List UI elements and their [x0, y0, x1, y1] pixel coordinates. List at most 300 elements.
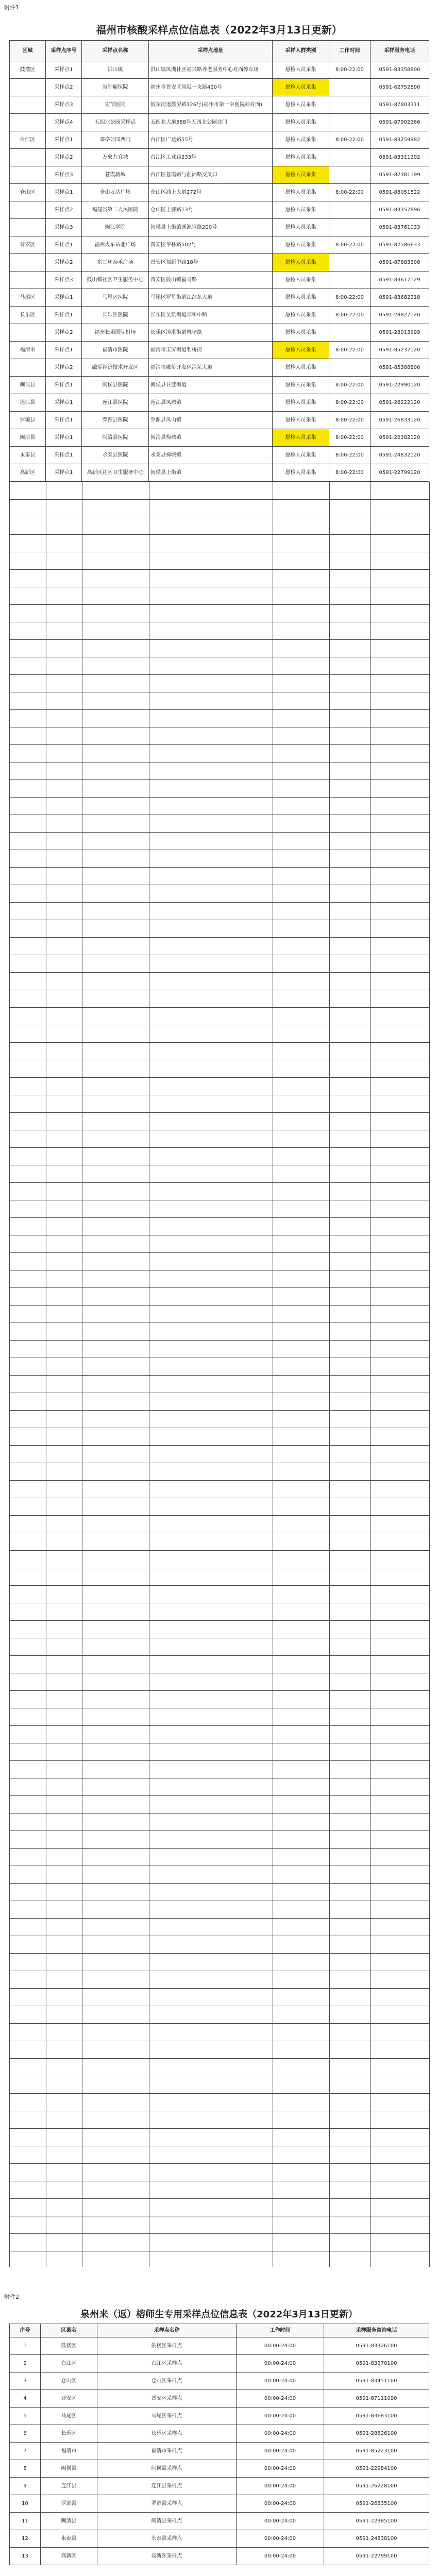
grid-row-line: [10, 1252, 429, 1253]
cell-site-address: 福清市玉屏街道利桥街: [149, 342, 273, 359]
cell-site-name: 五四北公园采样点: [82, 114, 149, 131]
grid-row-line: [10, 1340, 429, 1341]
cell-index: 9: [10, 2478, 41, 2495]
cell-site-address: 晋安区福新中路18号: [149, 254, 273, 272]
cell-district: 闽清县: [41, 2513, 97, 2530]
cell-site-address: 鼓东街道鼓屏路126号(福州市第一中医院斜对面): [149, 96, 273, 114]
grid-row-line: [10, 1848, 429, 1849]
grid-row-line: [10, 674, 429, 675]
cell-site-number: 采样点3: [46, 96, 82, 114]
cell-hours: 8:00-22:00: [329, 394, 370, 412]
cell-site-address: 闽侯县甘蔗街道: [149, 377, 273, 394]
grid-row-line: [10, 2093, 429, 2094]
cell-index: 4: [10, 2390, 41, 2408]
cell-site-name: 闽清县医院: [82, 429, 149, 447]
cell-group: 愿检人员采集: [273, 201, 329, 219]
grid-row-line: [10, 2233, 429, 2234]
cell-district: [10, 254, 46, 272]
cell-hours: [329, 149, 370, 166]
cell-group: 愿检人员采集: [273, 447, 329, 464]
cell-group: 愿检人员采集: [273, 219, 329, 236]
cell-site-name: 长乐区医院: [82, 307, 149, 324]
header-site-address: 采样点地址: [149, 41, 273, 61]
table-row: [10, 149, 429, 166]
cell-site-number: 采样点1: [46, 342, 82, 359]
cell-site-name: 马尾区医院: [82, 289, 149, 307]
cell-hours: 8:00-22:00: [329, 377, 370, 394]
cell-district: [10, 359, 46, 377]
cell-district: 晋安区: [41, 2390, 97, 2408]
grid-column-line: [329, 482, 330, 2267]
cell-district: 永泰县: [41, 2530, 97, 2548]
cell-district: 马尾区: [10, 289, 46, 307]
cell-phone: 0591-22990120: [370, 377, 429, 394]
cell-site-number: 采样点4: [46, 114, 82, 131]
cell-site-address: 闽侯县上街镇溪源宫路200号: [149, 219, 273, 236]
cell-phone: 0591-85237120: [370, 342, 429, 359]
grid-row-line: [10, 1217, 429, 1218]
table-row: [10, 236, 429, 254]
cell-site-name: 马尾区采样点: [97, 2408, 237, 2425]
table-title-1: 福州市核酸采样点位信息表（2022年3月13日更新）: [96, 24, 342, 36]
attachment-label-2: 附件2: [4, 2294, 19, 2300]
cell-hours: [329, 96, 370, 114]
cell-phone: 0591-26228100: [324, 2478, 429, 2495]
cell-site-name: 鼓楼区采样点: [97, 2337, 237, 2355]
table2-header-row: [10, 2324, 429, 2337]
grid-row-line: [10, 867, 429, 868]
cell-hours: 8:00-22:00: [329, 464, 370, 482]
cell-hours: 8:00-22:00: [329, 289, 370, 307]
cell-hours: 8:00-22:00: [329, 447, 370, 464]
header2-phone: 采样服务咨询电话: [324, 2324, 429, 2337]
cell-district: 罗源县: [41, 2495, 97, 2513]
grid-row-line: [10, 1112, 429, 1113]
grid-row-line: [10, 2198, 429, 2199]
cell-phone: 0591-22984100: [324, 2460, 429, 2478]
cell-site-address: 台江区广达路55号: [149, 131, 273, 149]
cell-group: 愿检人员采集: [273, 324, 329, 342]
cell-district: [10, 272, 46, 289]
sampling-sites-table: [9, 40, 429, 482]
grid-column-line: [370, 482, 371, 2267]
cell-site-number: 采样点2: [46, 254, 82, 272]
cell-hours: 00:00-24:00: [237, 2460, 324, 2478]
grid-row-line: [10, 569, 429, 570]
cell-group: 愿检人员采集: [273, 79, 329, 96]
cell-phone: 0591-83311202: [370, 149, 429, 166]
cell-hours: 00:00-24:00: [237, 2425, 324, 2443]
grid-row-line: [10, 1883, 429, 1884]
grid-row-line: [10, 1655, 429, 1656]
cell-site-name: 连江县采样点: [97, 2478, 237, 2495]
cell-group: 愿检人员采集: [273, 359, 329, 377]
cell-district: 高新区: [10, 464, 46, 482]
cell-group: 愿检人员采集: [273, 96, 329, 114]
table-row: [10, 377, 429, 394]
cell-district: 仓山区: [10, 184, 46, 201]
cell-site-name: 福建省第二人民医院: [82, 201, 149, 219]
cell-hours: 8:00-22:00: [329, 61, 370, 79]
table-continuation: [9, 482, 430, 2267]
cell-hours: [329, 219, 370, 236]
cell-district: 永泰县: [10, 447, 46, 464]
grid-row-line: [10, 1042, 429, 1043]
grid-row-line: [10, 1375, 429, 1376]
cell-district: 闽清县: [10, 429, 46, 447]
cell-phone: 0591-83358800: [370, 61, 429, 79]
cell-site-name: 宏节医院: [82, 96, 149, 114]
cell-index: 12: [10, 2530, 41, 2548]
cell-hours: [329, 79, 370, 96]
cell-site-number: 采样点2: [46, 324, 82, 342]
grid-row-line: [10, 1007, 429, 1008]
grid-row-line: [10, 797, 429, 798]
grid-row-line: [10, 1287, 429, 1288]
cell-phone: 0591-28826100: [324, 2425, 429, 2443]
cell-index: 5: [10, 2408, 41, 2425]
cell-group: 愿检人员采集: [273, 429, 329, 447]
grid-row-line: [10, 639, 429, 640]
cell-group: 愿检人员采集: [273, 289, 329, 307]
cell-site-name: 省肿瘤医院: [82, 79, 149, 96]
cell-site-name: 高新区社区卫生服务中心: [82, 464, 149, 482]
cell-phone: 0591-22382120: [370, 429, 429, 447]
table-row: [10, 96, 429, 114]
cell-hours: [329, 359, 370, 377]
cell-hours: 00:00-24:00: [237, 2530, 324, 2548]
cell-phone: 0591-87902366: [370, 114, 429, 131]
cell-site-number: 采样点1: [46, 236, 82, 254]
grid-row-line: [10, 1182, 429, 1183]
cell-phone: 0591-83451100: [324, 2372, 429, 2390]
cell-hours: [329, 324, 370, 342]
cell-district: [10, 166, 46, 184]
cell-district: 长乐区: [10, 307, 46, 324]
cell-hours: 00:00-24:00: [237, 2408, 324, 2425]
cell-phone: 0591-85388800: [370, 359, 429, 377]
header-site-name: 采样点名称: [82, 41, 149, 61]
cell-district: 闽侯县: [10, 377, 46, 394]
grid-row-line: [10, 534, 429, 535]
table-row: [10, 324, 429, 342]
table-row: [10, 2548, 429, 2565]
cell-group: 愿检人员采集: [273, 342, 329, 359]
cell-phone: 0591-87586633: [370, 236, 429, 254]
cell-district: 罗源县: [10, 412, 46, 429]
cell-group: 愿检人员采集: [273, 272, 329, 289]
grid-row-line: [10, 1147, 429, 1148]
cell-district: 长乐区: [41, 2425, 97, 2443]
grid-row-line: [10, 1305, 429, 1306]
cell-hours: 8:00-22:00: [329, 307, 370, 324]
grid-row-line: [10, 1690, 429, 1691]
grid-row-line: [10, 937, 429, 938]
cell-site-name: 洪山镇: [82, 61, 149, 79]
cell-group: 愿检人员采集: [273, 149, 329, 166]
table-body-2: [10, 2337, 429, 2565]
cell-index: 13: [10, 2548, 41, 2565]
cell-group: 愿检人员采集: [273, 114, 329, 131]
cell-group: 愿检人员采集: [273, 254, 329, 272]
cell-district: 晋安区: [10, 236, 46, 254]
cell-site-address: 长乐区漳港街道机场路: [149, 324, 273, 342]
grid-row-line: [10, 1585, 429, 1586]
cell-site-name: 晋安区采样点: [97, 2390, 237, 2408]
cell-index: 6: [10, 2425, 41, 2443]
cell-phone: 0591-22385100: [324, 2513, 429, 2530]
cell-site-name: 闽侯县采样点: [97, 2460, 237, 2478]
cell-district: [10, 219, 46, 236]
cell-index: 7: [10, 2443, 41, 2460]
grid-row-line: [10, 972, 429, 973]
cell-site-address: 连江县凤城镇: [149, 394, 273, 412]
cell-site-name: 福清市医院: [82, 342, 149, 359]
student-sites-table: [9, 2324, 429, 2565]
grid-row-line: [10, 709, 429, 710]
header2-hours: 工作时间: [237, 2324, 324, 2337]
cell-group: 愿检人员采集: [273, 394, 329, 412]
cell-phone: 0591-22799100: [324, 2548, 429, 2565]
cell-index: 1: [10, 2337, 41, 2355]
table-row: [10, 184, 429, 201]
cell-index: 2: [10, 2355, 41, 2372]
cell-district: 鼓楼区: [41, 2337, 97, 2355]
table-row: [10, 2495, 429, 2513]
cell-phone: 0591-26222120: [370, 394, 429, 412]
cell-phone: 0591-83357896: [370, 201, 429, 219]
cell-hours: 8:00-22:00: [329, 131, 370, 149]
cell-phone: 0591-83326100: [324, 2337, 429, 2355]
cell-district: 高新区: [41, 2548, 97, 2565]
grid-row-line: [10, 1918, 429, 1919]
grid-row-line: [10, 779, 429, 780]
cell-hours: [329, 272, 370, 289]
cell-phone: 0591-28013999: [370, 324, 429, 342]
cell-hours: 8:00-22:00: [329, 412, 370, 429]
table-row: [10, 2390, 429, 2408]
grid-row-line: [10, 1795, 429, 1796]
cell-phone: 0591-87111090: [324, 2390, 429, 2408]
cell-site-number: 采样点3: [46, 166, 82, 184]
cell-site-number: 采样点1: [46, 377, 82, 394]
cell-site-number: 采样点1: [46, 394, 82, 412]
cell-district: [10, 79, 46, 96]
cell-site-name: 东二环泰禾广场: [82, 254, 149, 272]
cell-index: 8: [10, 2460, 41, 2478]
cell-hours: 8:00-22:00: [329, 429, 370, 447]
table-row: [10, 359, 429, 377]
cell-site-number: 采样点3: [46, 219, 82, 236]
cell-site-address: 五四北大道388号五四北公园北门: [149, 114, 273, 131]
grid-row-line: [10, 499, 429, 500]
cell-site-number: 采样点1: [46, 131, 82, 149]
cell-district: 福清市: [10, 342, 46, 359]
grid-row-line: [10, 1725, 429, 1726]
cell-hours: 00:00-24:00: [237, 2513, 324, 2530]
header2-district: 区县名: [41, 2324, 97, 2337]
grid-row-line: [10, 1550, 429, 1551]
cell-hours: 8:00-22:00: [329, 236, 370, 254]
table-header-row: [10, 41, 429, 61]
cell-group: 愿检人员采集: [273, 377, 329, 394]
table-row: [10, 289, 429, 307]
table-row: [10, 464, 429, 482]
cell-site-name: 闽侯县医院: [82, 377, 149, 394]
cell-site-address: 闽侯县上街镇: [149, 464, 273, 482]
grid-row-line: [10, 604, 429, 605]
cell-district: 连江县: [10, 394, 46, 412]
cell-site-name: 万象九宜城: [82, 149, 149, 166]
table-title-2: 泉州来（返）榕师生专用采样点位信息表（2022年3月13日更新）: [80, 2309, 358, 2320]
cell-phone: 0591-87883308: [370, 254, 429, 272]
cell-phone: 0591-83259982: [370, 131, 429, 149]
cell-group: 愿检人员采集: [273, 166, 329, 184]
cell-site-address: 洪山镇凤湖社区福兴路养老服务中心对面停车场: [149, 61, 273, 79]
cell-phone: 0591-24838100: [324, 2530, 429, 2548]
cell-hours: [329, 114, 370, 131]
cell-site-number: 采样点2: [46, 201, 82, 219]
attachment-label-1: 附件1: [4, 4, 19, 11]
header-district: 区域: [10, 41, 46, 61]
cell-hours: 00:00-24:00: [237, 2390, 324, 2408]
cell-district: [10, 201, 46, 219]
header-hours: 工作时间: [329, 41, 370, 61]
grid-row-line: [10, 832, 429, 833]
table-row: [10, 2372, 429, 2390]
cell-site-number: 采样点2: [46, 359, 82, 377]
cell-site-name: 台江区采样点: [97, 2355, 237, 2372]
table-row: [10, 2513, 429, 2530]
cell-phone: 0591-88051822: [370, 184, 429, 201]
cell-site-number: 采样点1: [46, 184, 82, 201]
cell-site-number: 采样点1: [46, 447, 82, 464]
cell-site-address: 马尾区罗星街道江滨东大道: [149, 289, 273, 307]
cell-hours: 8:00-22:00: [329, 342, 370, 359]
cell-phone: 0591-26835100: [324, 2495, 429, 2513]
cell-district: 仓山区: [41, 2372, 97, 2390]
grid-row-line: [10, 744, 429, 745]
table-row: [10, 131, 429, 149]
header2-index: 序号: [10, 2324, 41, 2337]
table-row: [10, 219, 429, 236]
cell-phone: 0591-83270100: [324, 2355, 429, 2372]
table-row: [10, 2478, 429, 2495]
cell-site-name: 仓山区采样点: [97, 2372, 237, 2390]
grid-row-line: [10, 1410, 429, 1411]
header-group: 采样人群类别: [273, 41, 329, 61]
cell-site-name: 融侨经济技术开发区: [82, 359, 149, 377]
cell-group: 愿检人员采集: [273, 131, 329, 149]
cell-group: 愿检人员采集: [273, 61, 329, 79]
cell-site-name: 闽清县采样点: [97, 2513, 237, 2530]
table-row: [10, 447, 429, 464]
grid-row-line: [10, 1480, 429, 1481]
cell-site-number: 采样点2: [46, 149, 82, 166]
cell-group: 愿检人员采集: [273, 184, 329, 201]
cell-site-name: 长乐区采样点: [97, 2425, 237, 2443]
cell-site-number: 采样点1: [46, 429, 82, 447]
cell-index: 10: [10, 2495, 41, 2513]
cell-phone: 0591-87381199: [370, 166, 429, 184]
cell-district: 台江区: [41, 2355, 97, 2372]
cell-hours: 00:00-24:00: [237, 2443, 324, 2460]
cell-site-number: 采样点1: [46, 289, 82, 307]
cell-site-name: 高新区采样点: [97, 2548, 237, 2565]
table-row: [10, 2460, 429, 2478]
cell-site-address: 永泰县樟城镇: [149, 447, 273, 464]
cell-site-number: 采样点2: [46, 79, 82, 96]
cell-phone: 0591-28827120: [370, 307, 429, 324]
cell-site-name: 福州火车站北广场: [82, 236, 149, 254]
grid-row-line: [10, 1760, 429, 1761]
cell-district: [10, 324, 46, 342]
grid-row-line: [10, 1620, 429, 1621]
table-row: [10, 342, 429, 359]
cell-site-number: 采样点3: [46, 272, 82, 289]
cell-site-address: 仓山区浦上大道272号: [149, 184, 273, 201]
table-row: [10, 2408, 429, 2425]
cell-phone: 0591-83761033: [370, 219, 429, 236]
cell-group: 愿检人员采集: [273, 307, 329, 324]
grid-row-line: [10, 1515, 429, 1516]
table-row: [10, 254, 429, 272]
cell-district: 福清市: [41, 2443, 97, 2460]
cell-district: 鼓楼区: [10, 61, 46, 79]
cell-site-address: 罗源县凤山镇: [149, 412, 273, 429]
table-row: [10, 412, 429, 429]
cell-phone: 0591-62752800: [370, 79, 429, 96]
cell-site-name: 茶亭公园西门: [82, 131, 149, 149]
grid-row-line: [10, 902, 429, 903]
grid-row-line: [10, 1445, 429, 1446]
grid-row-line: [10, 1077, 429, 1078]
cell-hours: 00:00-24:00: [237, 2337, 324, 2355]
cell-site-name: 仓山万达广场: [82, 184, 149, 201]
cell-site-name: 鼓山镇社区卫生服务中心: [82, 272, 149, 289]
cell-phone: 0591-83682218: [370, 289, 429, 307]
cell-site-name: 永泰县采样点: [97, 2530, 237, 2548]
cell-hours: 00:00-24:00: [237, 2355, 324, 2372]
cell-phone: 0591-26833120: [370, 412, 429, 429]
cell-district: [10, 96, 46, 114]
cell-phone: 0591-87803311: [370, 96, 429, 114]
cell-district: 台江区: [10, 131, 46, 149]
cell-phone: 0591-83617129: [370, 272, 429, 289]
cell-group: 愿检人员采集: [273, 236, 329, 254]
table-row: [10, 429, 429, 447]
grid-row-line: [10, 1988, 429, 1989]
cell-phone: 0591-22799120: [370, 464, 429, 482]
cell-site-name: 永泰县医院: [82, 447, 149, 464]
cell-hours: [329, 254, 370, 272]
cell-site-name: 福清市采样点: [97, 2443, 237, 2460]
cell-site-address: 晋安区华林路502号: [149, 236, 273, 254]
table-row: [10, 79, 429, 96]
cell-site-address: 福州市晋安区凤坂一支路420号: [149, 79, 273, 96]
cell-site-number: 采样点1: [46, 412, 82, 429]
cell-district: [10, 149, 46, 166]
cell-phone: 0591-83683100: [324, 2408, 429, 2425]
cell-site-address: 长乐区吴航街道郑和中路: [149, 307, 273, 324]
header2-site-name: 采样点名称: [97, 2324, 237, 2337]
cell-site-name: 福州长乐国际机场: [82, 324, 149, 342]
cell-district: [10, 114, 46, 131]
cell-site-name: 罗源县医院: [82, 412, 149, 429]
cell-site-address: 闽清县梅城镇: [149, 429, 273, 447]
cell-group: 愿检人员采集: [273, 412, 329, 429]
table-row: [10, 307, 429, 324]
